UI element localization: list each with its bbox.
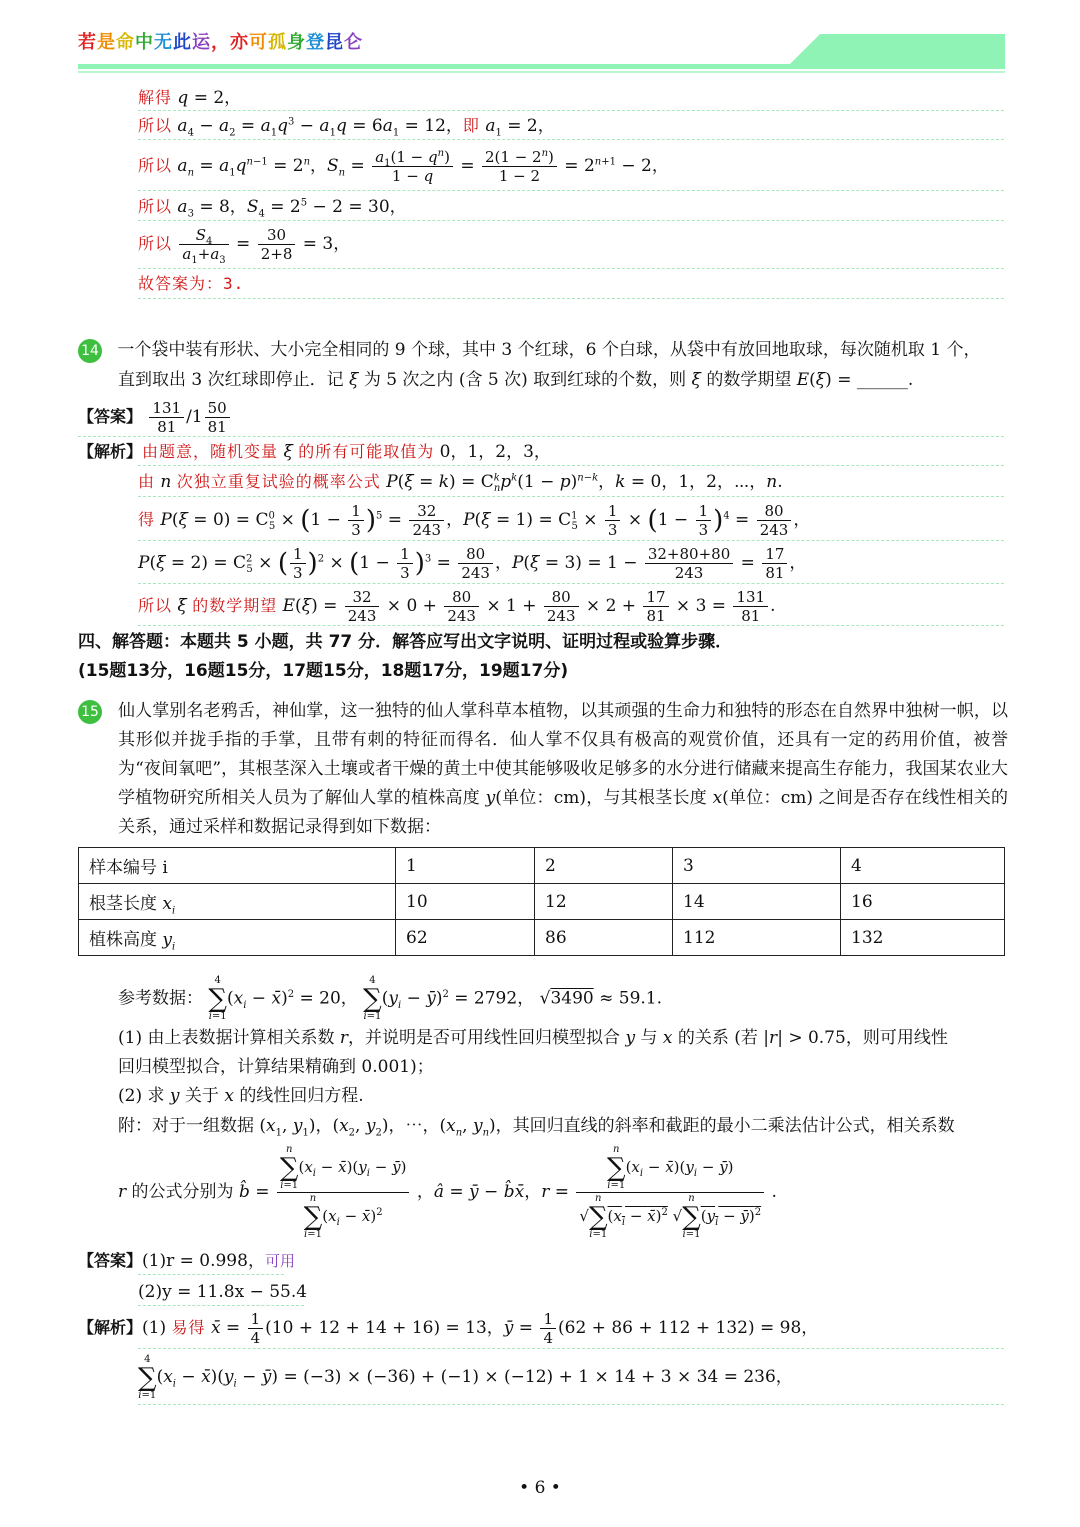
table-cell: 62	[396, 920, 535, 956]
q14-stem-1: 14 一个袋中装有形状、大小完全相同的 9 个球，其中 3 个红球，6 个白球，从袋中有放回地取球，每次随机取 1 个，	[78, 336, 981, 364]
data-table	[78, 847, 1005, 956]
q15-part2: (2) 求 y 关于 x 的线性回归方程.	[118, 1086, 364, 1106]
q13-line-3: 所以 $a_n = a_1q^{n-1} = 2^n$，$S_n$ = $\frac{a_1(1 - q^n)}{1 - q}$ = $\frac{2(1 - 2^n)}{1 - 2}$ = $2^{n+1} - 2$，	[138, 148, 669, 185]
section-title: 四、解答题：本题共 5 小题，共 77 分．解答应写出文字说明、证明过程或验算步骤．	[78, 632, 733, 652]
divider	[138, 625, 1004, 626]
table-row	[79, 920, 1005, 956]
q14-analysis-1: 【解析】由题意，随机变量 ξ 的所有可能取值为 0，1，2，3，	[78, 442, 551, 462]
divider	[138, 1305, 304, 1306]
motto-char: 命	[116, 32, 135, 53]
table-cell: 4	[841, 848, 1005, 884]
motto-char: 仑	[344, 32, 363, 53]
header-band-thin	[78, 71, 1005, 73]
motto-char: 中	[135, 32, 154, 53]
table-cell: 1	[396, 848, 535, 884]
divider	[138, 268, 1004, 269]
q14-analysis-3: 得 $P(\xi = 0) = C^0_5 \times (1$ − $\frac{1}{3}$ )$^5$ = $\frac{32}{243}$ ，$P(\xi = 1) = C^1_5$ × $\frac{1}{3}$ × (1 − $\frac{1}{3}$ )$^4$ = $\frac{80}{243}$ ，	[138, 502, 811, 539]
q14-stem-2: 直到取出 3 次红球即停止．记 ξ 为 5 次之内 (含 5 次) 取到红球的个数，则 ξ 的数学期望 E(ξ) = ______.	[118, 370, 914, 390]
divider	[138, 540, 1004, 541]
motto-char: 孤	[268, 32, 287, 53]
q13-line-4: 所以 $a_3 = 8$，$S_4 = 2^5 - 2 = 30$，	[138, 197, 407, 220]
header-tab-decoration	[790, 34, 1005, 64]
header-band	[78, 64, 1005, 69]
table-cell: 14	[673, 884, 841, 920]
motto-char: 亦	[230, 32, 249, 53]
q14-analysis-4: $P(\xi = 2) = C^2_5$ × ( $\frac{1}{3}$ )$^2$ × (1 − $\frac{1}{3}$ )$^3$ = $\frac{80}{243}$ ，P(ξ = 3) = 1 − $\frac{32+80+80}{243}$ = $\frac{17}{81}$ ，	[138, 545, 807, 582]
q13-line-1: 解得 q = 2，	[138, 88, 242, 108]
table-cell: 植株高度 $y_i$	[79, 920, 396, 956]
q15-answer-1: 【答案】(1)r = 0.998，可用	[78, 1251, 295, 1271]
motto-char: 是	[97, 32, 116, 53]
q15-formula: r 的公式分别为 b̂ = n ∑ i=1 ($x_i$ − $x̄)(y_i$ − ȳ) n ∑ i=1 ($x_i$ − x̄)$^2$ ，â = ȳ − b̂x̄，r = n ∑ i=1 ($x_i$ − $x̄)(y_i$ − ȳ) √ n ∑ i=1 ($x_i$ − x̄)$^2$ √ n ∑ i=1 ($y_i$ − ȳ)$^2$ .	[118, 1144, 777, 1240]
table-cell: 2	[535, 848, 673, 884]
motto-char: 无	[154, 32, 173, 53]
question-number-badge: 14	[78, 339, 102, 363]
table-row	[79, 848, 1005, 884]
divider	[138, 583, 1004, 584]
q15-appendix: 附：对于一组数据 ($x_1$, $y_1$)，($x_2$, $y_2$)，⋯，($x_n$, $y_n$)，其回归直线的斜率和截距的最小二乘法估计公式，相关系数	[118, 1116, 955, 1139]
motto-char: 运	[192, 32, 211, 53]
table-cell: 10	[396, 884, 535, 920]
table-cell: 样本编号 i	[79, 848, 396, 884]
q15-answer-2: (2)y = 11.8x − 55.4	[138, 1282, 308, 1302]
divider	[138, 298, 1004, 299]
section-subtitle: (15题13分，16题15分，17题15分，18题17分，19题17分)	[78, 661, 569, 681]
motto-char: 若	[78, 32, 97, 53]
table-cell: 根茎长度 $x_i$	[79, 884, 396, 920]
q15-part1-cont: 回归模型拟合，计算结果精确到 0.001)；	[118, 1057, 434, 1077]
motto-char: ，	[211, 32, 230, 53]
divider	[78, 436, 1004, 437]
q14-analysis-2: 由 n 次独立重复试验的概率公式 $P(\xi = k) = C^k_np^k(1 - p)^{n-k}$，k = 0，1，2，⋯，n.	[138, 472, 783, 495]
q14-analysis-5: 所以 ξ 的数学期望 E(ξ) = $\frac{32}{243}$ × 0 + $\frac{80}{243}$ × 1 + $\frac{80}{243}$ × 2 + $\frac{17}{81}$ × 3 = $\frac{131}{81}$ .	[138, 588, 776, 625]
table-cell: 12	[535, 884, 673, 920]
q13-line-2: 所以 $a_4 - a_2 = a_1q^3 - a_1q = 6a_1 = 12$，即 $a_1 = 2$，	[138, 116, 555, 139]
divider	[138, 1348, 1004, 1349]
table-cell: 132	[841, 920, 1005, 956]
divider	[138, 465, 1004, 466]
divider	[138, 190, 1004, 191]
q15-reference-data: 参考数据： 4 ∑ i=1 ($x_i$ − x̄)$^2$ = 20， 4 ∑ i=1 ($y_i$ − ȳ)$^2$ = 2792， √3490 ≈ 59.1.	[118, 975, 663, 1022]
page-header	[78, 28, 1005, 80]
divider	[138, 220, 1004, 221]
motto-char: 昆	[325, 32, 344, 53]
q15-part1: (1) 由上表数据计算相关系数 r，并说明是否可用线性回归模型拟合 y 与 x 的关系 (若 |r| > 0.75，则可用线性	[118, 1028, 948, 1048]
question-number-badge: 15	[78, 700, 102, 724]
q13-line-5: 所以 $\frac{S_4}{a_1+a_3}$ = $\frac{30}{2+8}$ = 3，	[138, 226, 351, 266]
q15-analysis-2: 4 ∑ i=1 ($x_i$ − $x̄)(y_i$ − ȳ) = (−3) × (−36) + (−1) × (−12) + 1 × 14 + 3 × 34 = 236，	[138, 1353, 793, 1401]
table-cell: 3	[673, 848, 841, 884]
divider	[138, 1274, 284, 1275]
q13-line-6: 故答案为：3.	[138, 274, 245, 293]
table-cell: 112	[673, 920, 841, 956]
table-cell: 16	[841, 884, 1005, 920]
motto-char: 此	[173, 32, 192, 53]
divider	[138, 1404, 1004, 1405]
divider	[138, 496, 1004, 497]
motto-char: 身	[287, 32, 306, 53]
divider	[138, 139, 1004, 140]
table-row	[79, 884, 1005, 920]
q15-number	[78, 699, 102, 724]
q14-answer: 【答案】 $\frac{131}{81}$ /1 $\frac{50}{81}$	[78, 398, 232, 436]
motto-char: 可	[249, 32, 268, 53]
q15-stem: 仙人掌别名老鸦舌，神仙掌，这一独特的仙人掌科草本植物，以其顽强的生命力和独特的形态在自然界中独树一帜，以其形似并拢手指的手掌，且带有刺的特征而得名．仙人掌不仅具有极高的观赏价值，还具有一定的药用价值，被誉为“夜间氧吧”，其根茎深入土壤或者干燥的黄土中使其能够吸收足够多的水分进行储藏来提高生存能力，我国某农业大学植物研究所相关人员为了解仙人掌的植株高度 y(单位：cm)，与其根茎长度 x(单位：cm) 之间是否存在线性相关的关系，通过采样和数据记录得到如下数据：	[118, 701, 1009, 837]
divider	[138, 110, 1004, 111]
motto-char: 登	[306, 32, 325, 53]
page-number: • 6 •	[519, 1478, 561, 1498]
header-motto	[78, 28, 363, 54]
q15-analysis-1: 【解析】(1) 易得 x̄ = $\frac{1}{4}$ (10 + 12 + 14 + 16) = 13，ȳ = $\frac{1}{4}$ (62 + 86 + 112 + 132) = 98，	[78, 1310, 819, 1347]
table-cell: 86	[535, 920, 673, 956]
